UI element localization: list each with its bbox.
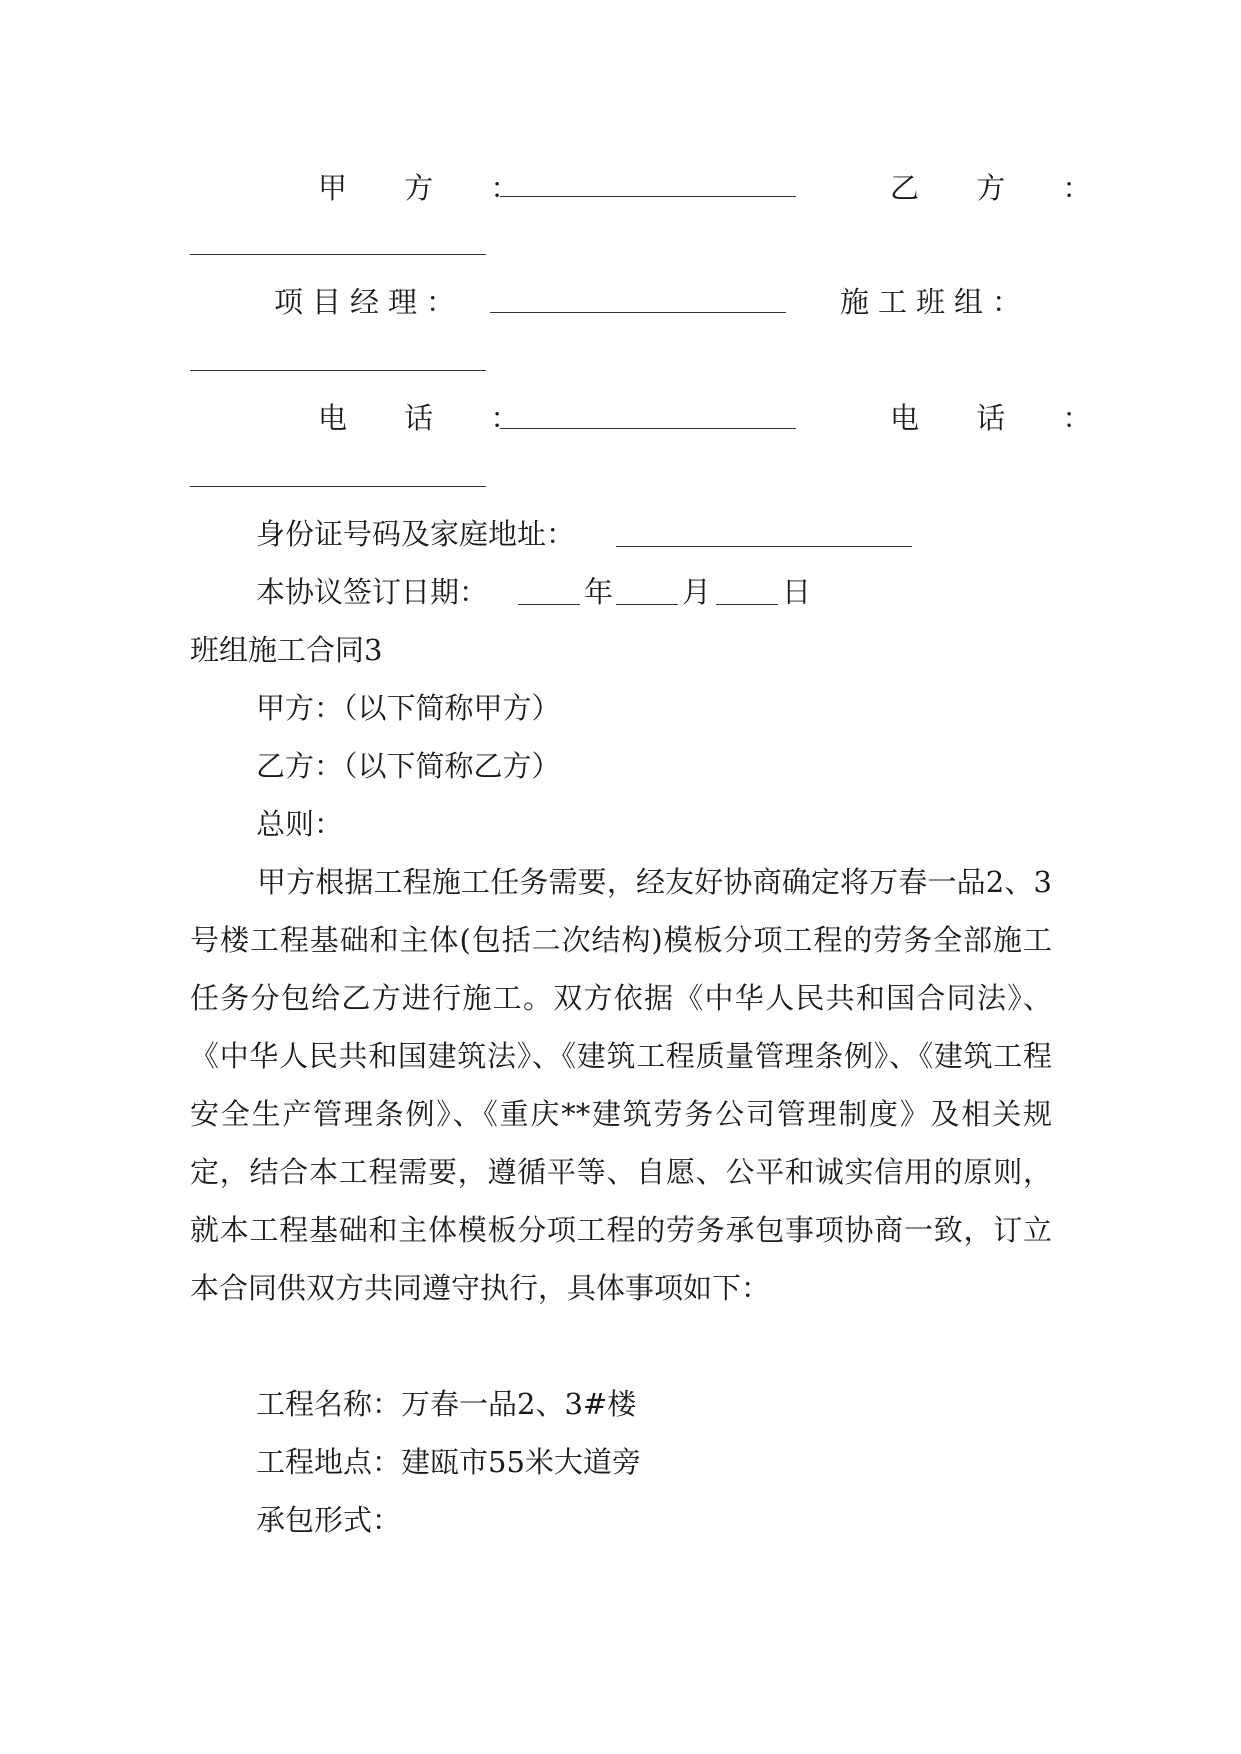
team-blank [190, 370, 486, 371]
sign-month-label: 月 [682, 575, 712, 609]
phone-b-label: 电 话 ： [890, 401, 1116, 435]
general-paragraph: 甲方根据工程施工任务需要，经友好协商确定将万春一品2、3号楼工程基础和主体(包括二次结构)模板分项工程的劳务全部施工任务分包给乙方进行施工。双方依据《中华人民共和国合同法》、《中华人民共和国建筑法》、《建筑工程质量管理条例》、《建筑工程安全生产管理条例》、《重庆**建筑劳务公司管理制度》及相关规定，结合本工程需要，遵循平等、自愿、公平和诚实信用的原则，就本工程基础和主体模板分项工程的劳务承包事项协商一致，订立本合同供双方共同遵守执行，具体事项如下： [190, 865, 1052, 1305]
sign-month-blank [616, 604, 678, 605]
phone-a-blank [500, 428, 796, 429]
party-b-blank [190, 254, 486, 255]
sign-year-blank [518, 604, 580, 605]
sign-day-blank [716, 604, 778, 605]
project-name-line: 工程名称：万春一品2、3#楼 [256, 1387, 637, 1421]
party-a-label: 甲 方 ： [318, 171, 544, 205]
id-address-blank [616, 546, 912, 547]
contract-form-line: 承包形式： [256, 1503, 402, 1537]
phone-a-label: 电 话 ： [318, 401, 544, 435]
sign-day-label: 日 [782, 575, 812, 609]
manager-label: 项目经理： [274, 285, 465, 319]
sign-year-label: 年 [584, 575, 614, 609]
project-location-line: 工程地点：建瓯市55米大道旁 [256, 1445, 641, 1479]
sign-date-label: 本协议签订日期： [256, 575, 489, 609]
manager-blank [490, 312, 786, 313]
team-label: 施工班组： [840, 285, 1031, 319]
party-a-blank [500, 196, 796, 197]
party-b-line: 乙方：（以下简称乙方） [256, 749, 561, 783]
id-address-label: 身份证号码及家庭地址： [256, 517, 576, 551]
phone-b-blank [190, 486, 486, 487]
party-a-line: 甲方：（以下简称甲方） [256, 691, 561, 725]
party-b-label: 乙 方 ： [890, 171, 1116, 205]
general-heading: 总则： [256, 807, 344, 841]
contract-title: 班组施工合同3 [190, 633, 383, 667]
